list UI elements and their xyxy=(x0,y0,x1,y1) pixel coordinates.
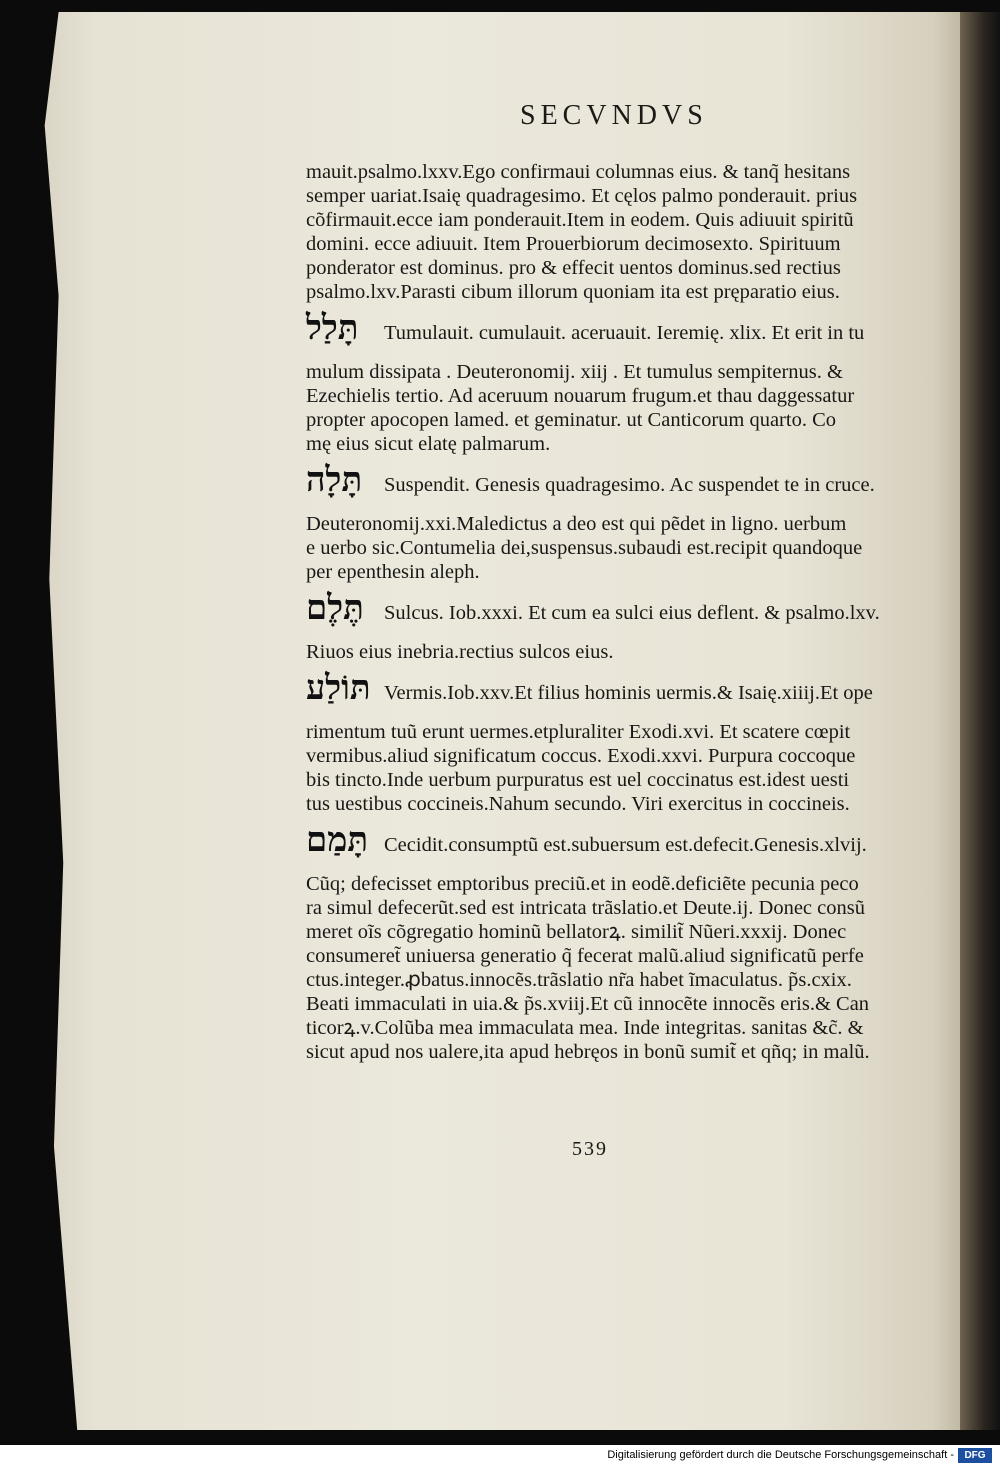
text-line: propter apocopen lamed. et geminatur. ut Canticorum quarto. Co xyxy=(306,409,837,431)
text-line: ra simul defecerũt.sed est intricata trãslatio.et Deute.ij. Donec consũ xyxy=(306,897,865,919)
text-line: bis tincto.Inde uerbum purpuratus est uel coccinatus est.idest uesti xyxy=(306,769,850,791)
text-line: Deuteronomij.xxi.Maledictus a deo est qui pẽdet in ligno. uerbum xyxy=(306,513,847,535)
text-line: mauit.psalmo.lxxv.Ego confirmaui columnas eius. & tanq̃ hesitans xyxy=(306,161,851,183)
dfg-logo: DFG xyxy=(958,1448,992,1463)
text-line: consumeret̃ uniuersa generatio q̃ fecerat malũ.aliud significatũ perfe xyxy=(306,945,864,967)
text-line: vermibus.aliud significatum coccus. Exodi.xxvi. Purpura coccoque xyxy=(306,745,856,767)
text-line: cõfirmauit.ecce iam ponderauit.Item in eodem. Quis adiuuit spiritũ xyxy=(306,209,854,231)
text-line: Ezechielis tertio. Ad aceruum nouarum frugum.et thau daggessatur xyxy=(306,385,855,407)
hebrew-headword: תּוֹלַע xyxy=(306,668,371,708)
text-line: Beati immaculati in uia.& p̃s.xviij.Et cũ innocẽte innocẽs eris.& Can xyxy=(306,993,870,1015)
dictionary-entry xyxy=(306,820,934,1064)
text-line: per epenthesin aleph. xyxy=(306,561,480,583)
page-gutter-shadow xyxy=(960,12,1000,1430)
text-line: tus uestibus coccineis.Nahum secundo. Viri exercitus in coccineis. xyxy=(306,793,850,815)
page-body xyxy=(306,160,934,1064)
text-line: mę eius sicut elatę palmarum. xyxy=(306,433,551,455)
entry-head xyxy=(306,460,934,512)
intro-paragraph xyxy=(306,160,934,304)
page-number: 539 xyxy=(572,1138,608,1160)
text-line: Riuos eius inebria.rectius sulcos eius. xyxy=(306,641,614,663)
entry-definition: Sulcus. Iob.xxxi. Et cum ea sulci eius deflent. & psalmo.lxv. xyxy=(384,602,880,624)
dictionary-entry xyxy=(306,588,934,664)
entry-definition: Vermis.Iob.xxv.Et filius hominis uermis.& Isaię.xiiij.Et ope xyxy=(384,682,873,704)
hebrew-headword: תָּמַם xyxy=(306,820,369,860)
entry-head xyxy=(306,668,934,720)
dictionary-entry xyxy=(306,308,934,456)
text-line: psalmo.lxv.Parasti cibum illorum quoniam ita est pręparatio eius. xyxy=(306,281,840,303)
text-line: meret oĩs cõgregatio hominũ bellatorꝝ. similit̃ Nũeri.xxxij. Donec xyxy=(306,921,847,943)
text-line: semper uariat.Isaię quadragesimo. Et cęlos palmo ponderauit. prius xyxy=(306,185,858,207)
text-line: mulum dissipata . Deuteronomij. xiij . Et tumulus sempiternus. & xyxy=(306,361,843,383)
dictionary-entry xyxy=(306,668,934,816)
text-line: ticorꝝ.v.Colũba mea immaculata mea. Inde integritas. sanitas &c̃. & xyxy=(306,1017,864,1039)
text-line: sicut apud nos ualere,ita apud hebręos in bonũ sumit̃ et qñq; in malũ. xyxy=(306,1041,870,1063)
text-line: domini. ecce adiuuit. Item Prouerbiorum decimosexto. Spirituum xyxy=(306,233,841,255)
footer-bar xyxy=(0,1445,1000,1467)
running-head: SECVNDVS xyxy=(520,100,708,131)
hebrew-headword: תֶּלֶם xyxy=(306,588,364,628)
entry-head xyxy=(306,820,934,872)
hebrew-headword: תָּלַל xyxy=(306,308,359,348)
text-line: ponderator est dominus. pro & effecit uentos dominus.sed rectius xyxy=(306,257,841,279)
hebrew-headword: תָּלָה xyxy=(306,460,363,500)
text-line: rimentum tuũ erunt uermes.etpluraliter Exodi.xvi. Et scatere cœpit xyxy=(306,721,851,743)
entry-definition: Tumulauit. cumulauit. aceruauit. Ieremię. xlix. Et erit in tu xyxy=(384,322,865,344)
funding-credit: Digitalisierung gefördert durch die Deutsche Forschungsgemeinschaft - xyxy=(607,1449,954,1461)
entry-definition: Suspendit. Genesis quadragesimo. Ac suspendet te in cruce. xyxy=(384,474,875,496)
entry-definition: Cecidit.consumptũ est.subuersum est.defecit.Genesis.xlvij. xyxy=(384,834,867,856)
entry-head xyxy=(306,588,934,640)
text-line: Cũq; defecisset emptoribus preciũ.et in eodẽ.deficiẽte pecunia peco xyxy=(306,873,859,895)
text-line: ctus.integer.ꝓbatus.innocẽs.trãslatio nr̃a habet ĩmaculatus. p̃s.cxix. xyxy=(306,969,852,991)
text-line: e uerbo sic.Contumelia dei,suspensus.subaudi est.recipit quandoque xyxy=(306,537,863,559)
dictionary-entry xyxy=(306,460,934,584)
entry-head xyxy=(306,308,934,360)
